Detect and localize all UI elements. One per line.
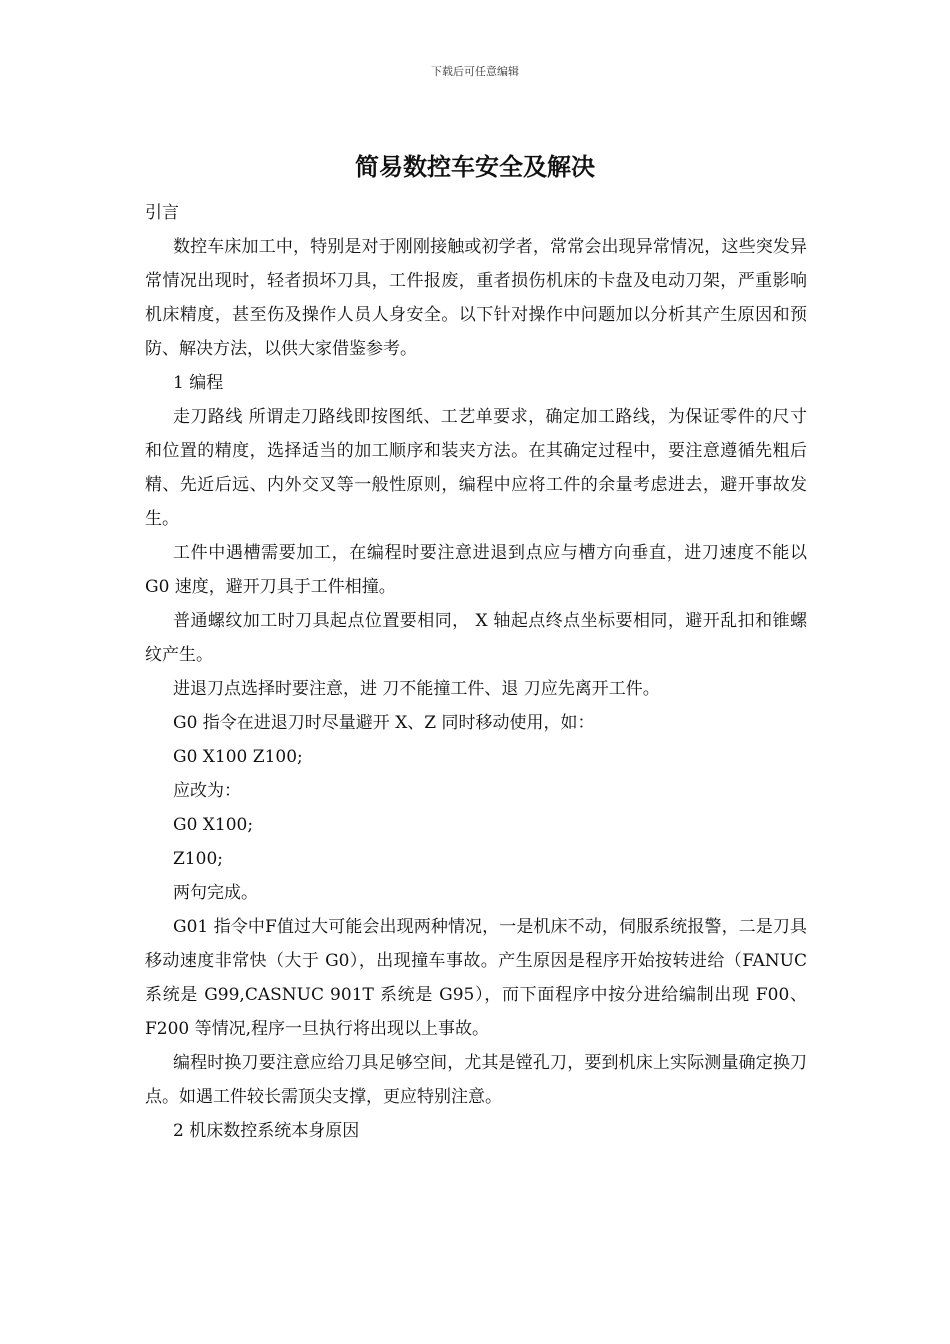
code-line: G0 X100 Z100; (173, 747, 303, 767)
code-line: Z100; (173, 849, 223, 869)
paragraph: 两句完成。 (173, 883, 258, 903)
document-title: 简易数控车安全及解决 (355, 152, 595, 181)
paragraph: 走刀路线 所谓走刀路线即按图纸、工艺单要求，确定加工路线，为保证零件的尺寸和位置的精度，选择适当的加工顺序和装夹方法。在其确定过程中，要注意遵循先粗后精、先近后远、内外交叉等一般性原则，编程中应将工件的余量考虑进去，避开事故发生。 (145, 407, 807, 529)
section-heading: 1 编程 (173, 373, 224, 393)
paragraph: 数控车床加工中，特别是对于刚刚接触或初学者，常常会出现异常情况，这些突发异常情况出现时，轻者损坏刀具，工件报废，重者损伤机床的卡盘及电动刀架，严重影响机床精度，甚至伤及操作人员人身安全。以下针对操作中问题加以分析其产生原因和预防、解决方法，以供大家借鉴参考。 (145, 237, 807, 359)
header-note: 下载后可任意编辑 (431, 65, 519, 78)
paragraph: 编程时换刀要注意应给刀具足够空间，尤其是镗孔刀，要到机床上实际测量确定换刀点。如遇工件较长需顶尖支撑，更应特别注意。 (145, 1053, 807, 1107)
section-intro-heading: 引言 (145, 203, 179, 223)
paragraph: G0 指令在进退刀时尽量避开 X、Z 同时移动使用，如： (173, 713, 595, 733)
code-line: G0 X100; (173, 815, 254, 835)
paragraph: G01 指令中F值过大可能会出现两种情况，一是机床不动，伺服系统报警，二是刀具移动速度非常快（大于 G0），出现撞车事故。产生原因是程序开始按转进给（FANUC 系统是 G99,CASNUC 901T 系统是 G95），而下面程序中按分进给编制出现 F00、F200 等情况,程序一旦执行将出现以上事故。 (145, 917, 807, 1039)
paragraph: 普通螺纹加工时刀具起点位置要相同， X 轴起点终点坐标要相同，避开乱扣和锥螺纹产生。 (145, 611, 807, 665)
paragraph: 应改为： (173, 781, 241, 801)
document-body (145, 196, 807, 1148)
paragraph: 进退刀点选择时要注意，进 刀不能撞工件、退 刀应先离开工件。 (173, 679, 660, 699)
paragraph: 工件中遇槽需要加工，在编程时要注意进退到点应与槽方向垂直，进刀速度不能以 G0 速度，避开刀具于工件相撞。 (145, 543, 807, 597)
section-heading: 2 机床数控系统本身原因 (173, 1121, 360, 1141)
